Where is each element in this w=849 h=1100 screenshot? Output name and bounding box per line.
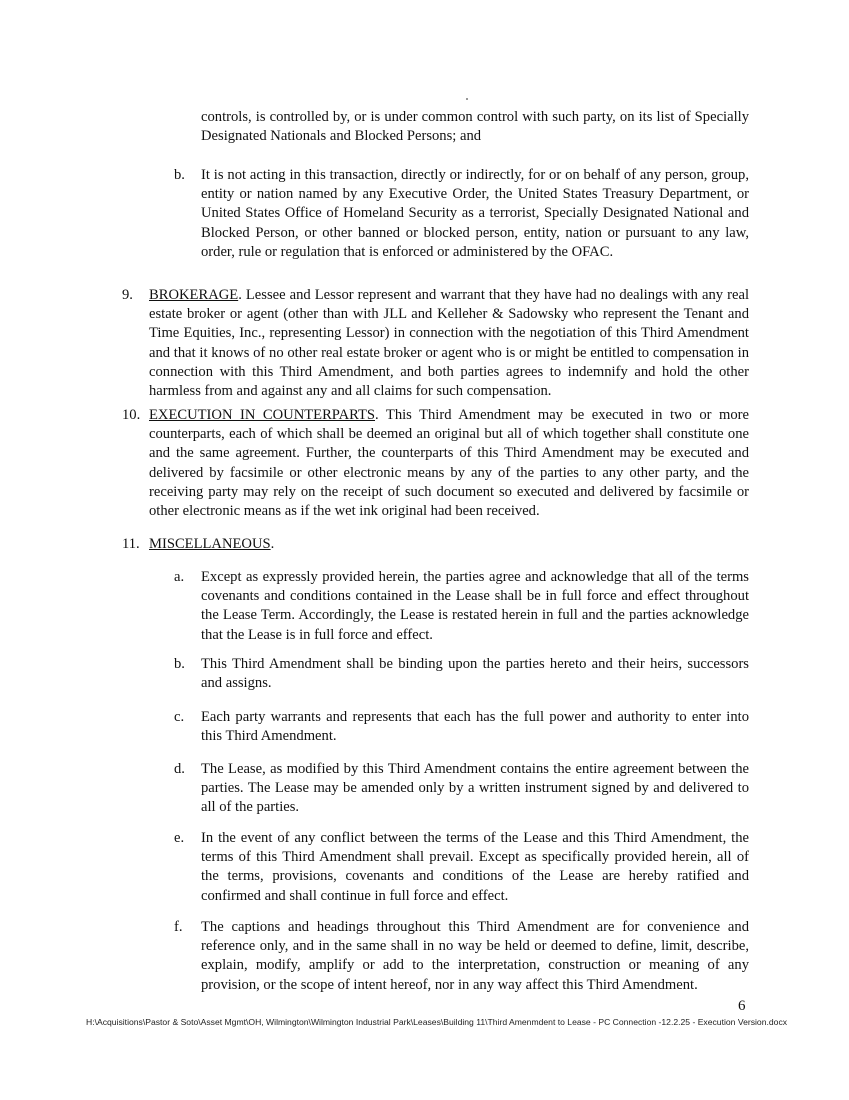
item-8b-marker: b. [174,167,185,183]
continued-paragraph: controls, is controlled by, or is under common control with such party, on its list of Specially Designated Nationals and Blocked Persons; and [201,109,749,145]
scan-speck [466,98,468,100]
section-11-heading: MISCELLANEOUS [149,536,271,552]
misc-item-f-text: The captions and headings throughout this Third Amendment are for convenience and reference only, and in the same shall in no way be held or deemed to define, limit, describe, explain, modify, amplify or add to the interpretation, construction or meaning of any provision, or the scope of intent hereof, nor in any way affect this Third Amendment. [201,919,749,993]
misc-item-f-marker: f. [174,919,183,935]
misc-item-a-marker: a. [174,569,185,585]
misc-item-a [174,568,749,645]
section-miscellaneous [122,535,749,554]
section-9-number: 9. [122,287,133,303]
footer-file-path: H:\Acquisitions\Pastor & Soto\Asset Mgmt\OH, Wilmington\Wilmington Industrial Park\Leases\Building 11\Third Amenmdent to Lease - PC Connection -12.2.25 - Execution Version.docx [86,1017,788,1027]
misc-item-c-marker: c. [174,709,185,725]
misc-item-d-text: The Lease, as modified by this Third Amendment contains the entire agreement between the parties. The Lease may be amended only by a written instrument signed by and delivered to all of the parties. [201,761,749,816]
section-11-suffix: . [270,536,275,552]
misc-item-c [174,708,749,746]
misc-item-d [174,760,749,818]
item-8b-text: It is not acting in this transaction, directly or indirectly, for or on behalf of any person, group, entity or nation named by any Executive Order, the United States Treasury Department, or United States Office of Homeland Security as a terrorist, Specially Designated National and Blocked Person, or other banned or blocked person, entity, nation or pursuant to any law, order, rule or regulation that is enforced or administered by the OFAC. [201,167,749,260]
section-brokerage [122,286,749,401]
misc-item-e-marker: e. [174,830,185,846]
misc-item-a-text: Except as expressly provided herein, the parties agree and acknowledge that all of the terms covenants and conditions contained in the Lease shall be in full force and effect throughout the Lease Term. Accordingly, the Lease is restated herein in full and the parties acknowledge that the Lease is in full force and effect. [201,569,749,643]
misc-item-f [174,918,749,995]
misc-item-e [174,829,749,906]
misc-item-b-text: This Third Amendment shall be binding upon the parties hereto and their heirs, successors and assigns. [201,656,749,692]
misc-item-d-marker: d. [174,761,185,777]
section-9-heading: BROKERAGE [149,287,239,303]
misc-item-e-text: In the event of any conflict between the terms of the Lease and this Third Amendment, the terms of this Third Amendment shall prevail. Except as specifically provided herein, all of the terms, provisions, covenants and conditions of the Lease are hereby ratified and confirmed and shall continue in full force and effect. [201,830,749,904]
section-10-number: 10. [122,407,141,423]
section-9-text: . Lessee and Lessor represent and warrant that they have had no dealings with any real estate broker or agent (other than with JLL and Kelleher & Sadowsky who represent the Tenant and Time Equities, Inc., representing Lessor) in connection with the negotiation of this Third Amendment and that it knows of no other real estate broker or agent who is or might be entitled to compensation in connection with this Third Amendment, and both parties agrees to indemnify and hold the other harmless from and against any and all claims for such compensation. [149,287,749,400]
section-10-text: . This Third Amendment may be executed in two or more counterparts, each of which shall be deemed an original but all of which together shall constitute one and the same agreement. Further, the counterparts of this Third Amendment may be executed and delivered by facsimile or other electronic means by any of the parties to any other party, and the receiving party may rely on the receipt of such document so executed and delivered by facsimile or other electronic means as if the wet ink original had been received. [149,407,749,520]
misc-item-b-marker: b. [174,656,185,672]
section-10-heading: EXECUTION IN COUNTERPARTS [149,407,376,423]
page-number: 6 [738,998,746,1014]
section-execution-in-counterparts [122,406,749,521]
misc-item-b [174,655,749,693]
item-8b [174,166,749,262]
section-11-number: 11. [122,536,140,552]
misc-item-c-text: Each party warrants and represents that each has the full power and authority to enter into this Third Amendment. [201,709,749,745]
